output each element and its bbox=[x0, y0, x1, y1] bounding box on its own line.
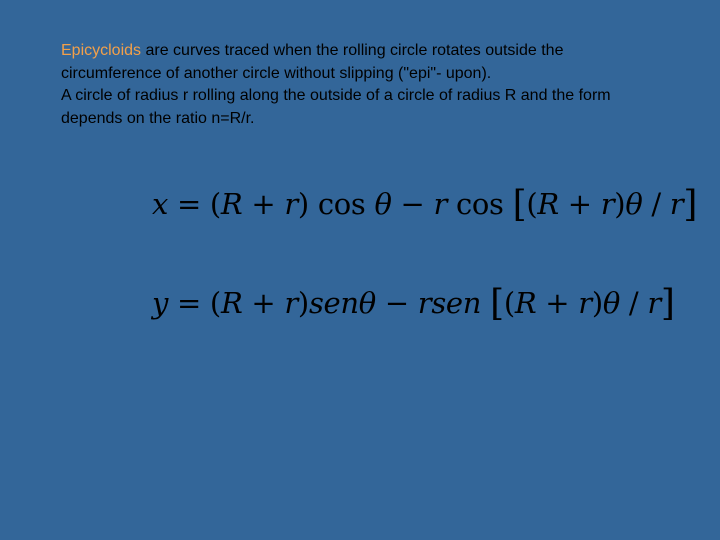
formula-y: y = (R + r)senθ − rsen [(R + r)θ / r] bbox=[152, 283, 675, 324]
paragraph-definition bbox=[61, 40, 661, 85]
formula-x: x = (R + r) cos θ − r cos [(R + r)θ / r] bbox=[152, 184, 698, 225]
definition-text: are curves traced when the rolling circle rotates outside the circumference of another circle without slipping ("epi"- upon). bbox=[61, 42, 564, 82]
paragraph-description: A circle of radius r rolling along the outside of a circle of radius R and the form depends on the ratio n=R/r. bbox=[61, 87, 611, 127]
highlighted-term: Epicycloids bbox=[61, 42, 142, 59]
slide-text bbox=[61, 40, 661, 130]
